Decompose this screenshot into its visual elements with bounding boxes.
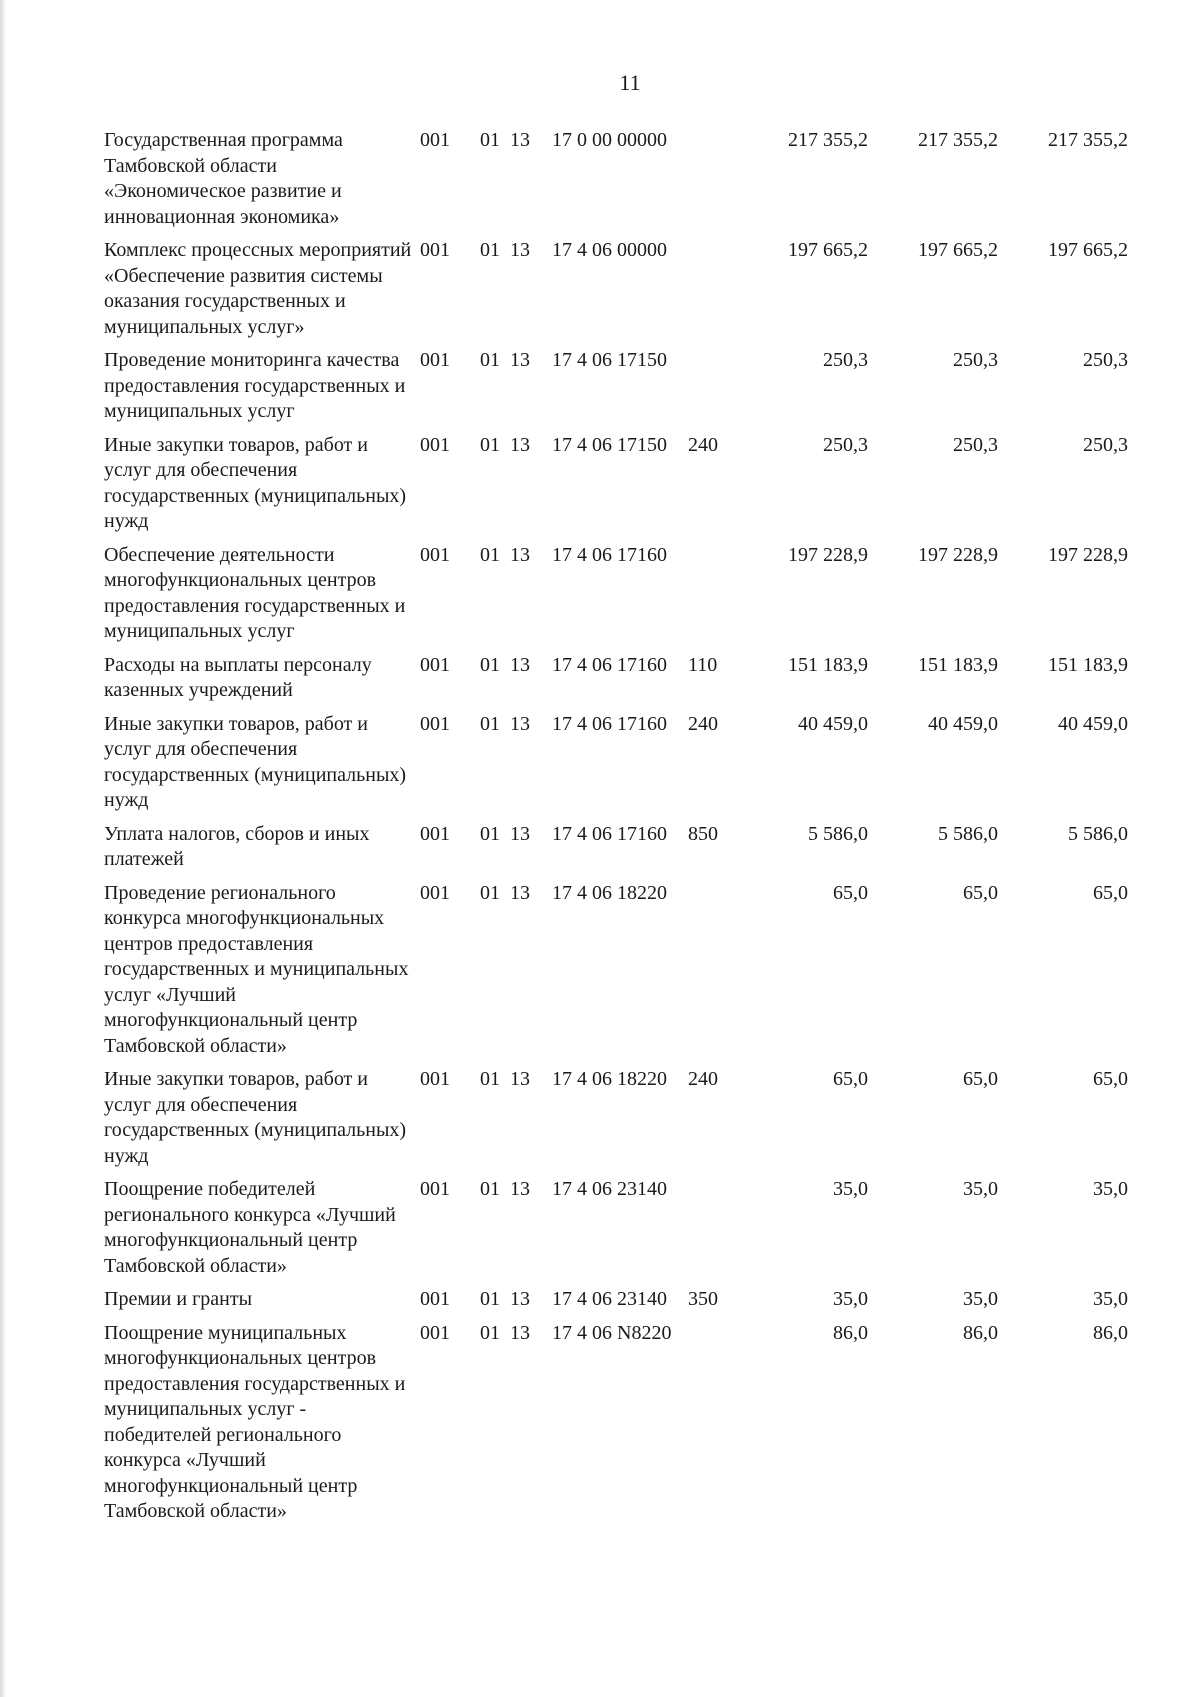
row-expense-type-code: 240 bbox=[688, 433, 718, 456]
row-grbs-code: 001 bbox=[420, 881, 450, 904]
row-name: Уплата налогов, сборов и иных платежей bbox=[104, 822, 370, 870]
row-target-article-code: 17 4 06 00000 bbox=[552, 239, 667, 261]
row-sum-3: 250,3 bbox=[1083, 349, 1128, 371]
row-sum-1: 197 665,2 bbox=[788, 239, 868, 261]
row-sum-2: 40 459,0 bbox=[928, 712, 998, 735]
row-expense-type-code: 110 bbox=[688, 653, 718, 676]
row-sum-1: 35,0 bbox=[833, 1178, 868, 1200]
row-subsection-code: 13 bbox=[510, 1068, 530, 1090]
row-section-code: 01 bbox=[480, 349, 500, 371]
row-sum-2: 197 665,2 bbox=[918, 239, 998, 261]
row-section-code: 01 bbox=[480, 1321, 500, 1344]
row-subsection-code: 13 bbox=[510, 239, 530, 261]
row-name: Проведение мониторинга качества предоставления государственных и муниципальных услуг bbox=[104, 349, 406, 422]
row-subsection-code: 13 bbox=[510, 1321, 530, 1344]
table-row bbox=[104, 822, 1184, 873]
row-target-article-code: 17 4 06 17160 bbox=[552, 712, 667, 735]
page-number: 11 bbox=[619, 70, 641, 95]
row-grbs-code: 001 bbox=[420, 129, 450, 151]
row-subsection-code: 13 bbox=[510, 1178, 530, 1200]
table-row bbox=[104, 712, 1184, 814]
row-subsection-code: 13 bbox=[510, 822, 530, 845]
table-row bbox=[104, 128, 1184, 230]
row-target-article-code: 17 4 06 17160 bbox=[552, 543, 667, 566]
table-row bbox=[104, 1177, 1184, 1279]
row-name: Комплекс процессных мероприятий «Обеспечение развития системы оказания государственных и муниципальных услуг» bbox=[104, 239, 412, 338]
row-grbs-code: 001 bbox=[420, 653, 450, 676]
row-section-code: 01 bbox=[480, 822, 500, 845]
row-sum-3: 217 355,2 bbox=[1048, 129, 1128, 151]
table-row bbox=[104, 653, 1184, 704]
table-row bbox=[104, 1067, 1184, 1169]
row-name: Иные закупки товаров, работ и услуг для обеспечения государственных (муниципальных) нужд bbox=[104, 1068, 407, 1167]
scan-edge-shadow bbox=[0, 0, 6, 1697]
row-sum-3: 35,0 bbox=[1093, 1178, 1128, 1200]
row-sum-2: 5 586,0 bbox=[938, 822, 998, 845]
row-grbs-code: 001 bbox=[420, 239, 450, 261]
row-section-code: 01 bbox=[480, 543, 500, 566]
row-sum-1: 35,0 bbox=[833, 1288, 868, 1310]
row-grbs-code: 001 bbox=[420, 1321, 450, 1344]
row-sum-1: 250,3 bbox=[823, 349, 868, 371]
table-row bbox=[104, 881, 1184, 1060]
row-section-code: 01 bbox=[480, 129, 500, 151]
row-sum-3: 197 665,2 bbox=[1048, 239, 1128, 261]
row-subsection-code: 13 bbox=[510, 881, 530, 904]
row-target-article-code: 17 4 06 18220 bbox=[552, 881, 667, 904]
row-sum-2: 250,3 bbox=[953, 349, 998, 371]
row-grbs-code: 001 bbox=[420, 1288, 450, 1310]
row-sum-3: 5 586,0 bbox=[1068, 822, 1128, 845]
row-sum-1: 250,3 bbox=[823, 433, 868, 456]
table-row bbox=[104, 1287, 1184, 1313]
row-grbs-code: 001 bbox=[420, 822, 450, 845]
row-section-code: 01 bbox=[480, 1288, 500, 1310]
row-section-code: 01 bbox=[480, 653, 500, 676]
row-name: Расходы на выплаты персоналу казенных учреждений bbox=[104, 653, 372, 701]
row-name: Поощрение победителей регионального конкурса «Лучший многофункциональный центр Тамбовской области» bbox=[104, 1178, 396, 1277]
row-target-article-code: 17 4 06 17160 bbox=[552, 822, 667, 845]
row-sum-1: 5 586,0 bbox=[808, 822, 868, 845]
row-sum-3: 250,3 bbox=[1083, 433, 1128, 456]
row-target-article-code: 17 0 00 00000 bbox=[552, 129, 667, 151]
budget-table bbox=[104, 128, 1184, 1533]
row-subsection-code: 13 bbox=[510, 1288, 530, 1310]
row-grbs-code: 001 bbox=[420, 1178, 450, 1200]
row-name: Государственная программа Тамбовской области «Экономическое развитие и инновационная экономика» bbox=[104, 129, 343, 228]
row-sum-3: 65,0 bbox=[1093, 881, 1128, 904]
row-sum-2: 65,0 bbox=[963, 881, 998, 904]
row-target-article-code: 17 4 06 23140 bbox=[552, 1288, 667, 1310]
row-grbs-code: 001 bbox=[420, 1068, 450, 1090]
row-subsection-code: 13 bbox=[510, 543, 530, 566]
row-name: Проведение регионального конкурса многофункциональных центров предоставления государственных и муниципальных услуг «Лучший многофункциональный центр Тамбовской области» bbox=[104, 881, 409, 1057]
row-expense-type-code: 240 bbox=[688, 1068, 718, 1090]
row-subsection-code: 13 bbox=[510, 653, 530, 676]
row-sum-3: 40 459,0 bbox=[1058, 712, 1128, 735]
row-expense-type-code: 240 bbox=[688, 712, 718, 735]
row-sum-1: 86,0 bbox=[833, 1321, 868, 1344]
table-row bbox=[104, 1321, 1184, 1525]
row-name: Иные закупки товаров, работ и услуг для обеспечения государственных (муниципальных) нужд bbox=[104, 712, 407, 811]
row-sum-3: 65,0 bbox=[1093, 1068, 1128, 1090]
row-sum-1: 151 183,9 bbox=[788, 653, 868, 676]
table-row bbox=[104, 543, 1184, 645]
row-sum-2: 35,0 bbox=[963, 1288, 998, 1310]
row-section-code: 01 bbox=[480, 433, 500, 456]
row-sum-2: 250,3 bbox=[953, 433, 998, 456]
row-sum-2: 217 355,2 bbox=[918, 129, 998, 151]
row-sum-3: 86,0 bbox=[1093, 1321, 1128, 1344]
row-target-article-code: 17 4 06 18220 bbox=[552, 1068, 667, 1090]
row-target-article-code: 17 4 06 17160 bbox=[552, 653, 667, 676]
row-expense-type-code: 350 bbox=[688, 1288, 718, 1310]
row-section-code: 01 bbox=[480, 239, 500, 261]
row-target-article-code: 17 4 06 17150 bbox=[552, 433, 667, 456]
row-section-code: 01 bbox=[480, 881, 500, 904]
table-row bbox=[104, 433, 1184, 535]
row-name: Премии и гранты bbox=[104, 1288, 253, 1310]
row-subsection-code: 13 bbox=[510, 712, 530, 735]
row-grbs-code: 001 bbox=[420, 712, 450, 735]
table-row bbox=[104, 238, 1184, 340]
row-section-code: 01 bbox=[480, 1178, 500, 1200]
row-expense-type-code: 850 bbox=[688, 822, 718, 845]
row-target-article-code: 17 4 06 N8220 bbox=[552, 1321, 672, 1344]
row-subsection-code: 13 bbox=[510, 129, 530, 151]
row-sum-1: 40 459,0 bbox=[798, 712, 868, 735]
row-grbs-code: 001 bbox=[420, 433, 450, 456]
row-sum-1: 217 355,2 bbox=[788, 129, 868, 151]
row-sum-2: 35,0 bbox=[963, 1178, 998, 1200]
row-sum-3: 35,0 bbox=[1093, 1288, 1128, 1310]
row-name: Иные закупки товаров, работ и услуг для обеспечения государственных (муниципальных) нужд bbox=[104, 433, 407, 532]
row-sum-2: 65,0 bbox=[963, 1068, 998, 1090]
table-row bbox=[104, 348, 1184, 425]
row-sum-1: 65,0 bbox=[833, 881, 868, 904]
row-grbs-code: 001 bbox=[420, 349, 450, 371]
row-sum-1: 65,0 bbox=[833, 1068, 868, 1090]
row-section-code: 01 bbox=[480, 712, 500, 735]
row-sum-3: 151 183,9 bbox=[1048, 653, 1128, 676]
row-sum-1: 197 228,9 bbox=[788, 543, 868, 566]
row-sum-2: 151 183,9 bbox=[918, 653, 998, 676]
row-grbs-code: 001 bbox=[420, 543, 450, 566]
row-sum-2: 197 228,9 bbox=[918, 543, 998, 566]
row-sum-3: 197 228,9 bbox=[1048, 543, 1128, 566]
row-subsection-code: 13 bbox=[510, 349, 530, 371]
row-name: Обеспечение деятельности многофункциональных центров предоставления государственных и муниципальных услуг bbox=[104, 543, 406, 642]
row-section-code: 01 bbox=[480, 1068, 500, 1090]
row-target-article-code: 17 4 06 17150 bbox=[552, 349, 667, 371]
row-target-article-code: 17 4 06 23140 bbox=[552, 1178, 667, 1200]
row-sum-2: 86,0 bbox=[963, 1321, 998, 1344]
row-subsection-code: 13 bbox=[510, 433, 530, 456]
row-name: Поощрение муниципальных многофункциональных центров предоставления государственных и муниципальных услуг - победителей регионального конкурса «Лучший многофункциональный центр Тамбовской области» bbox=[104, 1321, 406, 1522]
